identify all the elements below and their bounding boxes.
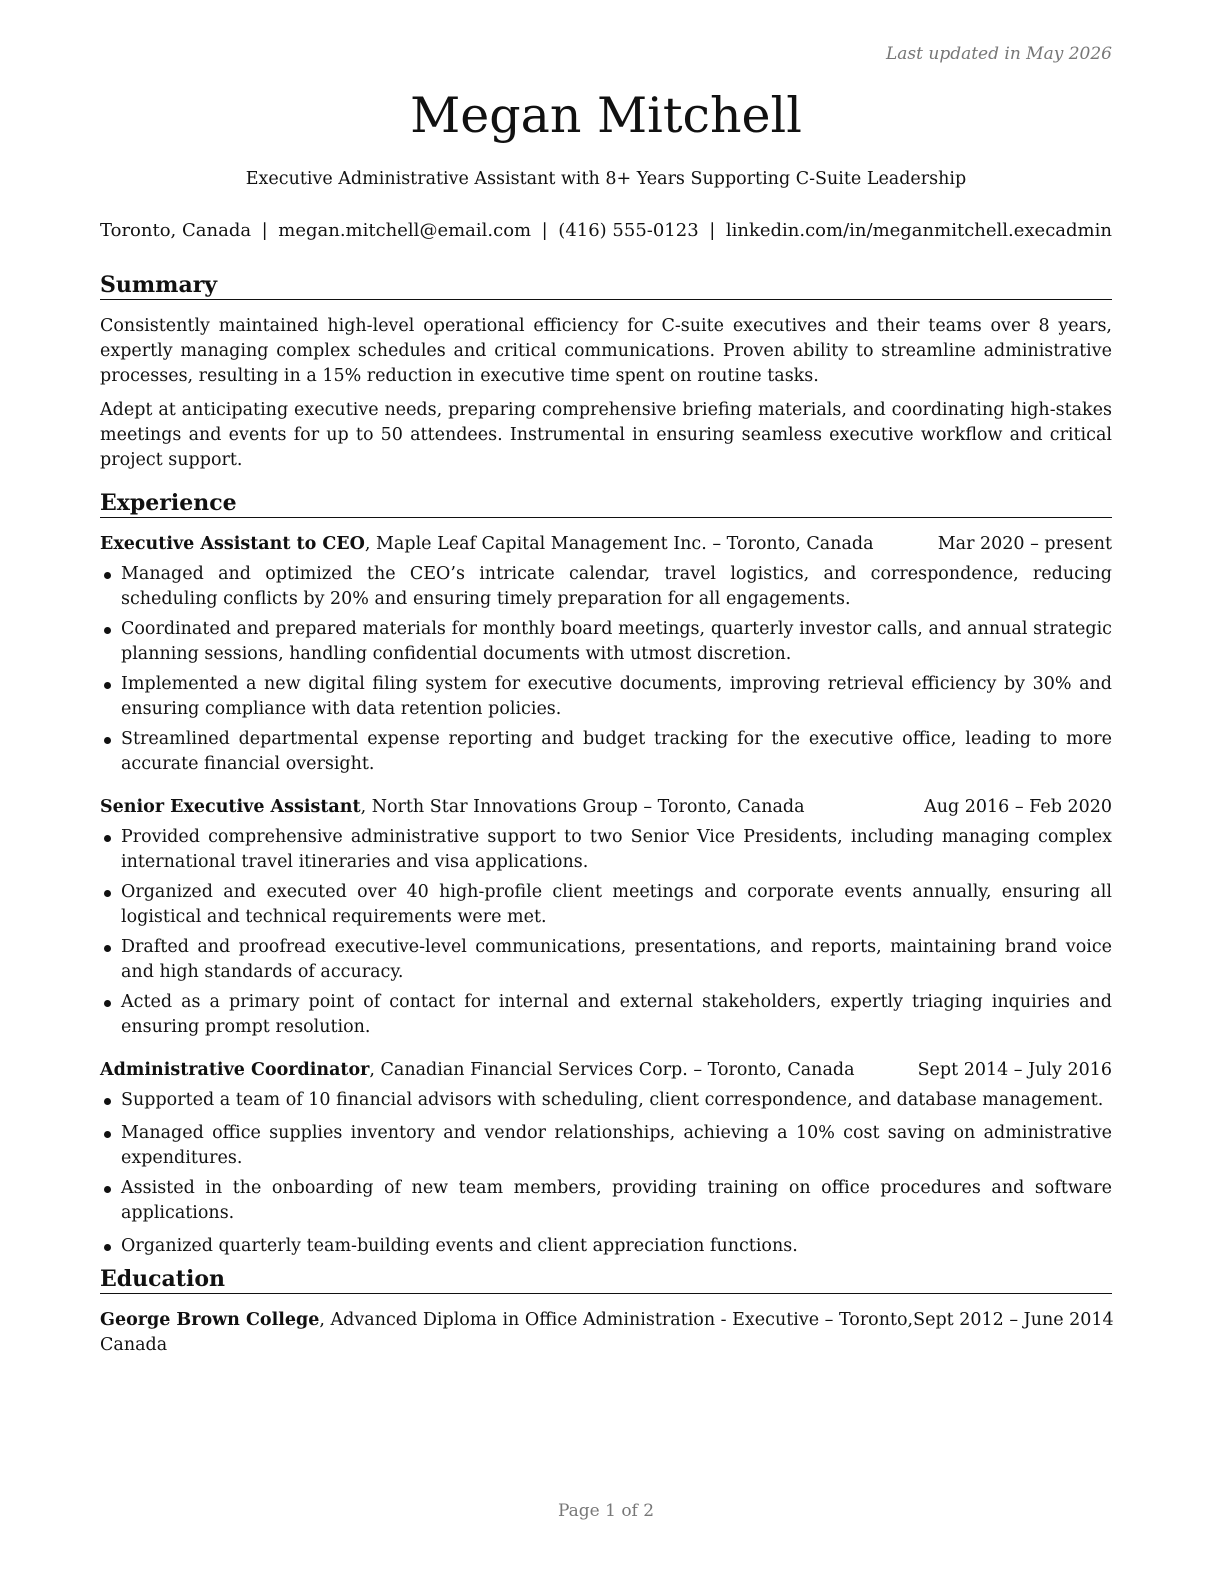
education-detail-continued: Canada <box>100 1335 168 1355</box>
job-bullets <box>100 562 1112 777</box>
bullet-item: Implemented a new digital filing system for executive documents, improving retrieval efficiency by 30% and ensuring compliance with data retention policies. <box>100 672 1112 722</box>
bullet-item: Supported a team of 10 financial advisors with scheduling, client correspondence, and database management. <box>100 1088 1112 1113</box>
job-entry <box>100 1058 1112 1259</box>
last-updated: Last updated in May 2026 <box>885 44 1112 64</box>
contact-separator: | <box>261 220 268 241</box>
bullet-item: Organized quarterly team-building events and client appreciation functions. <box>100 1234 1112 1259</box>
job-bullets <box>100 1088 1112 1259</box>
contact-location: Toronto, Canada <box>100 220 252 241</box>
bullet-item: Managed and optimized the CEO’s intricate calendar, travel logistics, and correspondence, reducing scheduling conflicts by 20% and ensuring timely preparation for all engagements. <box>100 562 1112 612</box>
bullet-item: Acted as a primary point of contact for internal and external stakeholders, expertly triaging inquiries and ensuring prompt resolution. <box>100 990 1112 1040</box>
bullet-item: Coordinated and prepared materials for monthly board meetings, quarterly investor calls, and annual strategic planning sessions, handling confidential documents with utmost discretion. <box>100 617 1112 667</box>
job-role: Senior Executive Assistant <box>100 797 361 817</box>
contact-separator: | <box>709 220 716 241</box>
contact-linkedin[interactable]: linkedin.com/in/meganmitchell.execadmin <box>725 220 1112 241</box>
contact-email[interactable]: megan.mitchell@email.com <box>278 220 532 241</box>
bullet-item: Managed office supplies inventory and vendor relationships, achieving a 10% cost saving on administrative expenditures. <box>100 1121 1112 1171</box>
contact-phone[interactable]: (416) 555-0123 <box>558 220 699 241</box>
job-role: Executive Assistant to CEO <box>100 534 365 554</box>
education-school: George Brown College <box>100 1310 320 1330</box>
summary-paragraph: Consistently maintained high-level operational efficiency for C-suite executives and their teams over 8 years, expertly managing complex schedules and critical communications. Proven ability to streamline administrative processes, resulting in a 15% reduction in executive time spent on routine tasks. <box>100 316 1112 386</box>
contact-line <box>100 219 1112 243</box>
tagline: Executive Administrative Assistant with 8+ Years Supporting C-Suite Leadership <box>245 169 967 189</box>
education-section <box>100 1265 1112 1358</box>
job-header <box>100 532 1112 557</box>
job-header <box>100 1058 1112 1083</box>
section-title-summary: Summary <box>100 271 1112 300</box>
job-company: , Maple Leaf Capital Management Inc. – Toronto, Canada <box>364 534 874 554</box>
resume-page <box>100 0 1112 1584</box>
bullet-item: Organized and executed over 40 high-profile client meetings and corporate events annually, ensuring all logistical and technical requirements were met. <box>100 880 1112 930</box>
contact-separator: | <box>541 220 548 241</box>
job-company: , Canadian Financial Services Corp. – Toronto, Canada <box>369 1060 855 1080</box>
candidate-name: Megan Mitchell <box>410 87 802 144</box>
page-number: Page 1 of 2 <box>557 1501 655 1521</box>
education-header <box>100 1308 1112 1333</box>
education-detail: , Advanced Diploma in Office Administration - Executive – Toronto, <box>319 1310 914 1330</box>
bullet-item: Provided comprehensive administrative support to two Senior Vice Presidents, including managing complex international travel itineraries and visa applications. <box>100 825 1112 875</box>
job-bullets <box>100 825 1112 1040</box>
job-role: Administrative Coordinator <box>100 1060 370 1080</box>
job-entry <box>100 795 1112 1040</box>
bullet-item: Streamlined departmental expense reporting and budget tracking for the executive office, leading to more accurate financial oversight. <box>100 727 1112 777</box>
summary-section <box>100 271 1112 473</box>
job-header <box>100 795 1112 820</box>
section-title-experience: Experience <box>100 489 1112 518</box>
job-entry <box>100 532 1112 777</box>
job-company: , North Star Innovations Group – Toronto, Canada <box>360 797 805 817</box>
job-dates: Aug 2016 – Feb 2020 <box>924 797 1112 817</box>
experience-section <box>100 489 1112 1259</box>
job-dates: Sept 2014 – July 2016 <box>917 1060 1112 1080</box>
section-title-education: Education <box>100 1265 1112 1294</box>
bullet-item: Drafted and proofread executive-level communications, presentations, and reports, maintaining brand voice and high standards of accuracy. <box>100 935 1112 985</box>
job-dates: Mar 2020 – present <box>937 534 1112 554</box>
summary-paragraph: Adept at anticipating executive needs, preparing comprehensive briefing materials, and coordinating high-stakes meetings and events for up to 50 attendees. Instrumental in ensuring seamless executive workflow and critical project support. <box>100 400 1112 470</box>
education-dates: Sept 2012 – June 2014 <box>913 1310 1114 1330</box>
bullet-item: Assisted in the onboarding of new team members, providing training on office procedures and software applications. <box>100 1176 1112 1226</box>
